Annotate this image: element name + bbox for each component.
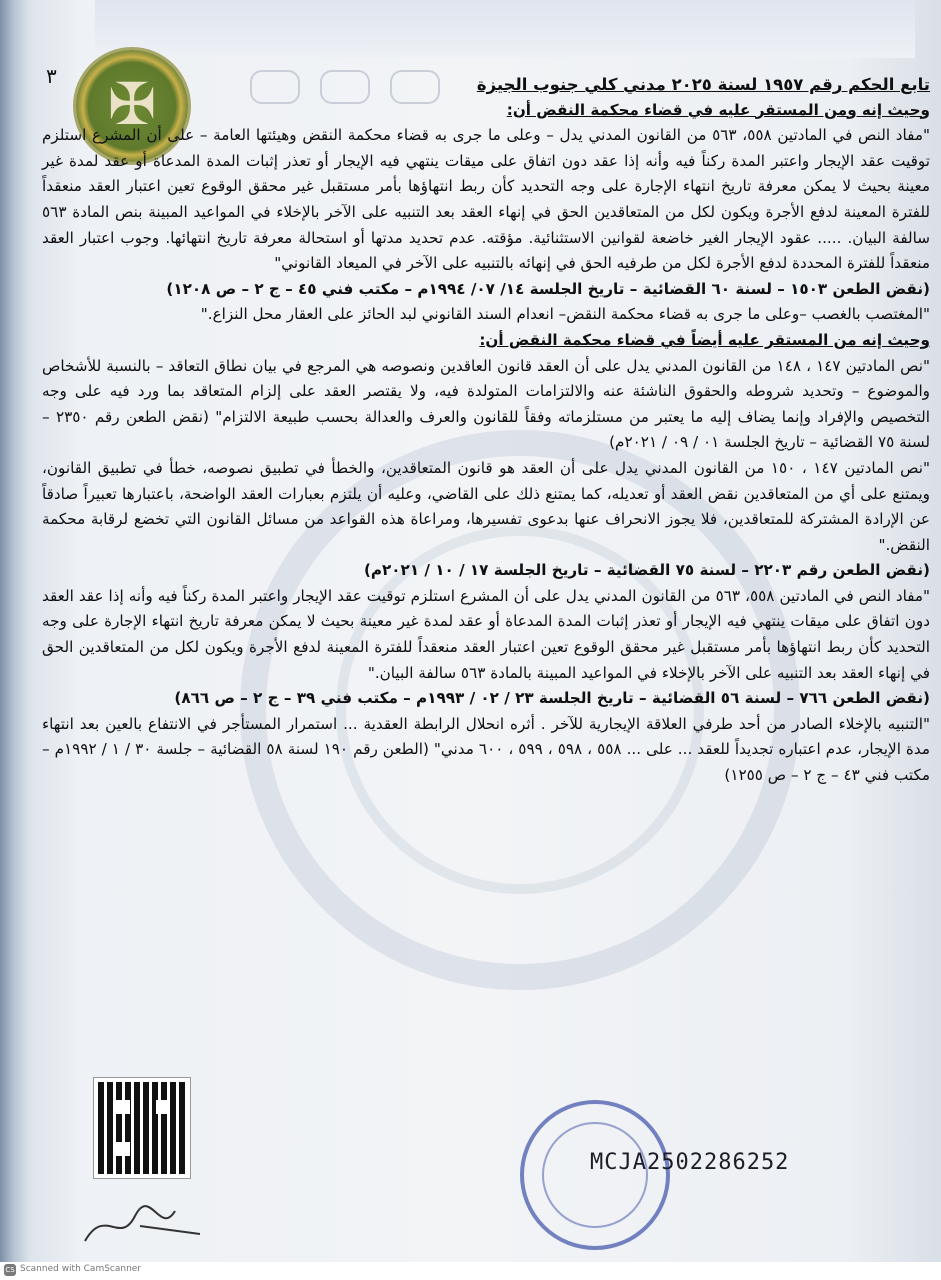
paragraph-citation: (نقض الطعن ٧٦٦ – لسنة ٥٦ القضائية – تاريخ الجلسة ٢٣ / ٠٢ / ١٩٩٣م – مكتب فني ٣٩ – ج ٢ – ص ٨٦٦) xyxy=(174,689,930,708)
scanner-footer xyxy=(0,1262,941,1280)
paragraph-quote: "المغتصب بالغصب –وعلى ما جرى به قضاء محكمة النقض– انعدام السند القانوني لبد الحائز على العقار محل النزاع." xyxy=(200,305,930,324)
paragraph-citation: (نقض الطعن رقم ٢٢٠٣ – لسنة ٧٥ القضائية – تاريخ الجلسة ١٧ / ١٠ / ٢٠٢١م) xyxy=(363,561,930,580)
paragraph-citation: (نقض الطعن ١٥٠٣ – لسنة ٦٠ القضائية – تاريخ الجلسة ١٤/ ٠٧/ ١٩٩٤م – مكتب فني ٤٥ – ج ٢ – ص ١٢٠٨) xyxy=(166,279,930,298)
round-stamp xyxy=(520,1100,670,1250)
paragraph-quote: "نص المادتين ١٤٧ ، ١٥٠ من القانون المدني يدل على أن العقد هو قانون المتعاقدين، والخطأ في تطبيق نصوصه، خطأ في تطبيق القانون، ويمتنع على أي من المتعاقدين نقض العقد أو تعديله، كما يمتنع ذلك على القاضي، وعليه أن يلتزم بعبارات العقد الواضحة، باعتبارها تعبيراً صادقاً عن الإرادة المشتركة للمتعاقدين، فلا يجوز الانحراف عنها بدعوى تفسيرها، ومراعاة هذه القواعد من مسائل القانون التي تخضع لرقابة محكمة النقض." xyxy=(42,458,930,554)
paragraph-intro: وحيث إنه من المستقر عليه أيضاً في قضاء محكمة النقض أن: xyxy=(479,330,930,349)
paragraph-intro: وحيث إنه ومن المستقر عليه في قضاء محكمة النقض أن: xyxy=(506,100,930,119)
camscanner-logo-icon: CS xyxy=(5,1266,15,1274)
scanner-footer-text: Scanned with CamScanner xyxy=(20,1264,142,1274)
qr-code xyxy=(94,1078,190,1178)
paragraph-quote: "التنبيه بالإخلاء الصادر من أحد طرفي العلاقة الإيجارية للآخر . أثره انحلال الرابطة العقدية ... استمرار المستأجر في الانتفاع بالعين بعد انتهاء مدة الإيجار، عدم اعتباره تجديداً للعقد ... على ... ٥٥٨ ، ٥٩٨ ، ٥٩٩ ، ٦٠٠ مدني" (الطعن رقم ١٩٠ لسنة ٥٨ القضائية – جلسة ٣٠ / ١ / ١٩٩٢م – مكتب فني ٤٣ – ج ٢ – ص ١٢٥٥) xyxy=(42,714,930,785)
page-number: ٣ xyxy=(46,64,57,88)
paragraph-quote: "مفاد النص في المادتين ٥٥٨، ٥٦٣ من القانون المدني يدل على أن المشرع استلزم توقيت عقد الإيجار واعتبر المدة ركناً فيه وأنه إذا عقد العقد دون اتفاق على ميقات ينتهي فيه الإيجار أو تعذر إثبات المدة المدعاة أو عقد لمدة غير معينة بحيث لا يمكن معرفة تاريخ انتهاء الإجارة على وجه التحديد كأن ربط انتهاؤها بأمر مستقبل غير محقق الوقوع تعين اعتبار العقد منعقداً للفترة المعينة لدفع الأجرة ويكون لكل من المتعاقدين الحق في إنهاء العقد بعد التنبيه على الآخر بالإخلاء في المواعيد المبينة بالمادة ٥٦٣ سالفة البيان." xyxy=(42,586,931,682)
letterhead-strip xyxy=(95,0,915,58)
judgment-text xyxy=(42,72,930,789)
paragraph-quote: "مفاد النص في المادتين ٥٥٨، ٥٦٣ من القانون المدني يدل – وعلى ما جرى به قضاء محكمة النقض وهيئتها العامة – على أن المشرع استلزم توقيت عقد الإيجار واعتبر المدة ركناً فيه وأنه إذا عقد دون اتفاق على ميقات ينتهي فيه الإيجار أو تعذر إثبات المدة المدعاة أو عقد لمدة غير معينة بحيث لا يمكن معرفة تاريخ انتهاء الإجارة على وجه التحديد كأن ربط انتهاؤها بأمر مستقبل غير محقق الوقوع تعين اعتبار العقد منعقداً للفترة المعينة لدفع الأجرة ويكون لكل من المتعاقدين الحق في إنهاء العقد بعد التنبيه على الآخر بالإخلاء في المواعيد المبينة بنص المادة ٥٦٣ سالفة البيان. ..... عقود الإيجار الغير خاضعة لقوانين الاستثنائية. مؤقته. عدم تحديد مدتها أو استحالة معرفة تاريخ انتهائها. وجوب اعتبار العقد منعقداً للفترة المحددة لدفع الأجرة لكل من طرفيه الحق في إنهائه بالتنبيه على الآخر في الميعاد القانوني" xyxy=(42,126,930,273)
judgment-title: تابع الحكم رقم ١٩٥٧ لسنة ٢٠٢٥ مدني كلي جنوب الجيزة xyxy=(476,75,930,94)
stamp-serial-number: MCJA2502286252 xyxy=(590,1150,790,1175)
signature-scribble xyxy=(80,1196,220,1252)
paragraph-quote: "نص المادتين ١٤٧ ، ١٤٨ من القانون المدني يدل على أن العقد قانون العاقدين ونصوصه هي المرجع في بيان نطاق التعاقد – بالنسبة للأشخاص والموضوع – وتحديد شروطه والحقوق الناشئة عنه والالتزامات المتولدة فيه، ولا يقتصر العقد على إلزام المتعاقد بما ورد فيه على وجه التخصيص والإفراد وإنما يضاف إليه ما يعتبر من مستلزماته وفقاً للقانون والعرف والعدالة بحسب طبيعة الالتزام" (نقض الطعن رقم ٢٣٥٠ – لسنة ٧٥ القضائية – تاريخ الجلسة ٠١ / ٠٩ / ٢٠٢١م) xyxy=(42,356,931,452)
